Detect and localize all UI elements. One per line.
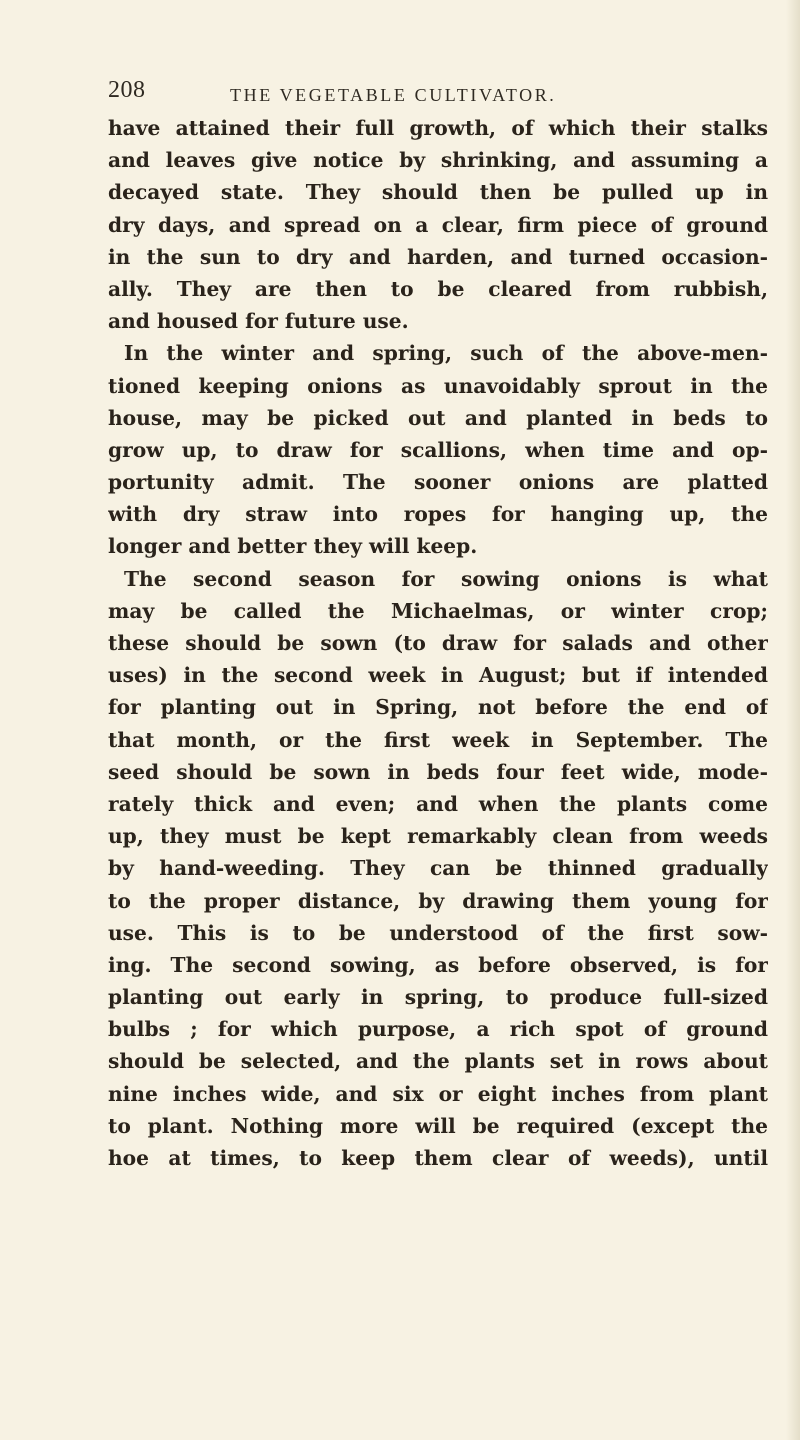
text-line: to the proper distance, by drawing them young for (108, 888, 768, 913)
text-line: use. This is to be understood of the first sow- (108, 920, 768, 945)
text-line: dry days, and spread on a clear, firm piece of ground (108, 212, 768, 237)
text-line: for planting out in Spring, not before the end of (108, 695, 768, 720)
body-text (108, 112, 768, 1174)
text-line: with dry straw into ropes for hanging up, the (108, 502, 768, 527)
text-line: have attained their full growth, of which their stalks (108, 116, 768, 140)
text-line: bulbs ; for which purpose, a rich spot of ground (108, 1017, 768, 1042)
page-number: 208 (108, 77, 146, 103)
text-line: house, may be picked out and planted in beds to (108, 405, 768, 430)
text-line: that month, or the first week in September. The (108, 727, 768, 752)
text-line: ing. The second sowing, as before observed, is for (108, 952, 768, 977)
text-line: seed should be sown in beds four feet wide, mode- (108, 759, 768, 784)
text-line: by hand-weeding. They can be thinned gradually (108, 856, 768, 881)
text-line: should be selected, and the plants set in rows about (108, 1049, 768, 1074)
text-line: and housed for future use. (108, 309, 409, 334)
text-line: tioned keeping onions as unavoidably sprout in the (108, 373, 768, 398)
text-line: hoe at times, to keep them clear of weeds), until (108, 1146, 768, 1170)
text-line: to plant. Nothing more will be required (except the (108, 1113, 768, 1138)
text-line: planting out early in spring, to produce full-sized (108, 985, 768, 1010)
text-line: up, they must be kept remarkably clean from weeds (108, 824, 768, 849)
text-line: uses) in the second week in August; but if intended (108, 663, 768, 688)
text-line: The second season for sowing onions is what (124, 566, 768, 591)
page-edge-shadow (786, 0, 800, 1440)
text-line: longer and better they will keep. (108, 534, 478, 559)
text-line: rately thick and even; and when the plants come (108, 791, 768, 816)
running-head (108, 77, 768, 107)
text-line: grow up, to draw for scallions, when time and op- (108, 437, 768, 462)
text-line: nine inches wide, and six or eight inches from plant (108, 1081, 768, 1106)
text-line: and leaves give notice by shrinking, and assuming a (108, 148, 768, 173)
text-line: these should be sown (to draw for salads and other (108, 631, 768, 655)
text-line: ally. They are then to be cleared from rubbish, (108, 276, 768, 301)
running-title: THE VEGETABLE CULTIVATOR. (230, 85, 557, 105)
text-line: portunity admit. The sooner onions are platted (108, 470, 768, 495)
text-line: may be called the Michaelmas, or winter crop; (108, 598, 768, 623)
text-line: decayed state. They should then be pulled up in (108, 180, 768, 205)
text-line: in the sun to dry and harden, and turned occasion- (108, 244, 768, 269)
text-line: In the winter and spring, such of the above-men- (124, 341, 768, 366)
